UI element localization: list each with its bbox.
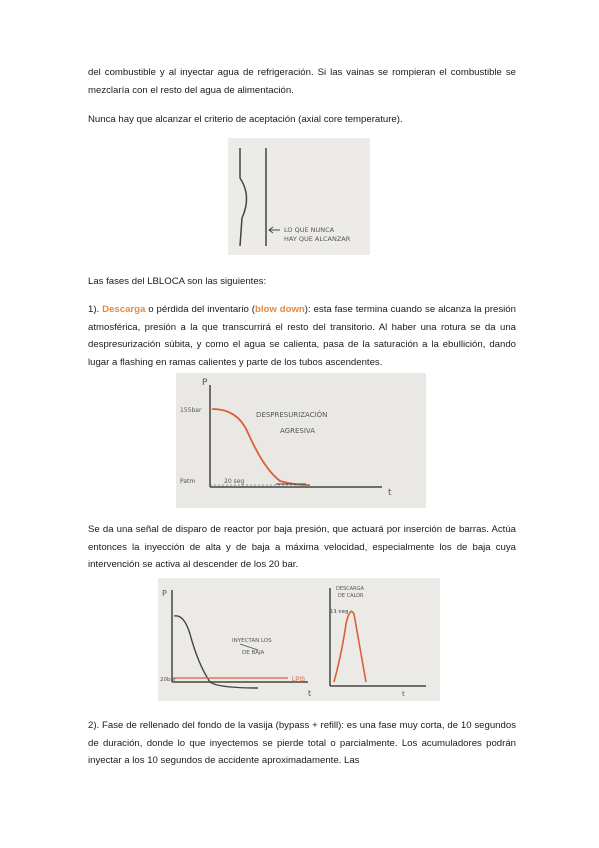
label-20seg: 20 seg: [224, 478, 245, 485]
annotation-line2: HAY QUE ALCANZAR: [284, 235, 351, 243]
term-descarga: Descarga: [102, 304, 146, 315]
right-y-label-line1: DESCARGA: [336, 586, 364, 592]
left-y-label: P: [162, 589, 167, 598]
x-axis-label: t: [388, 488, 392, 498]
label-155bar: 155bar: [180, 407, 202, 414]
label-lpis: LPIS: [292, 677, 306, 683]
paragraph-fuel-cladding: del combustible y al inyectar agua de refrigeración. Si las vainas se rompieran el combustible se mezclaría con el resto del agua de alimentación.: [88, 67, 516, 96]
figure-never-reach-sketch: [228, 138, 370, 255]
phase-number: 1).: [88, 304, 103, 315]
paragraph-lbloca-phases: Las fases del LBLOCA son las siguientes:: [88, 276, 267, 287]
figure-low-pressure-injection: [158, 578, 440, 701]
paragraph-refill-phase: 2). Fase de rellenado del fondo de la vasija (bypass + refill): es una fase muy corta, de 10 segundos de duración, donde lo que inyectemos se pierde total o parcialmente. Los acumuladores podrán inyectar a los 10 segundos de accidente aproximadamente. Las: [88, 720, 516, 766]
y-axis-label: P: [202, 378, 208, 388]
right-x-label: t: [402, 690, 405, 698]
label-11seg: 11 seg: [330, 609, 349, 615]
paragraph-blowdown: [88, 301, 516, 371]
paragraph-reactor-trip: Se da una señal de disparo de reactor por baja presión, que actuará por inserción de barras. Actúa entonces la inyección de alta y de baja a máxima velocidad, especialmente los de baja cuya intervención se activa al descender de los 20 bar.: [88, 524, 516, 570]
left-x-label: t: [308, 689, 312, 698]
figure-depressurization: [176, 373, 426, 508]
text-span: ): esta fase termina cuando se alcanza la presión atmosférica, presión a la que transcurrirá el resto del transitorio. Al haber una rotura se da una despresurización súbita, y como el agua se calienta, pasa de la saturación a la ebullición, dando lugar a flashing en ramas calientes y parte de los tubos ascendentes.: [88, 304, 516, 368]
note-inyectan: INYECTAN LOS: [232, 638, 272, 644]
label-20bar: 20bar: [160, 677, 177, 683]
note-despresurizacion: DESPRESURIZACIÓN: [256, 411, 328, 419]
text-span: o pérdida del inventario (: [145, 304, 255, 315]
note-agresiva: AGRESIVA: [280, 427, 316, 435]
note-de-baja: DE BAJA: [242, 650, 265, 656]
right-y-label-line2: DE CALOR: [338, 593, 364, 599]
paragraph-acceptance-criterion: Nunca hay que alcanzar el criterio de aceptación (axial core temperature).: [88, 114, 403, 125]
annotation-line1: LO QUE NUNCA: [284, 226, 335, 234]
label-patm: Patm: [180, 478, 196, 485]
term-blow-down: blow down: [254, 304, 305, 315]
